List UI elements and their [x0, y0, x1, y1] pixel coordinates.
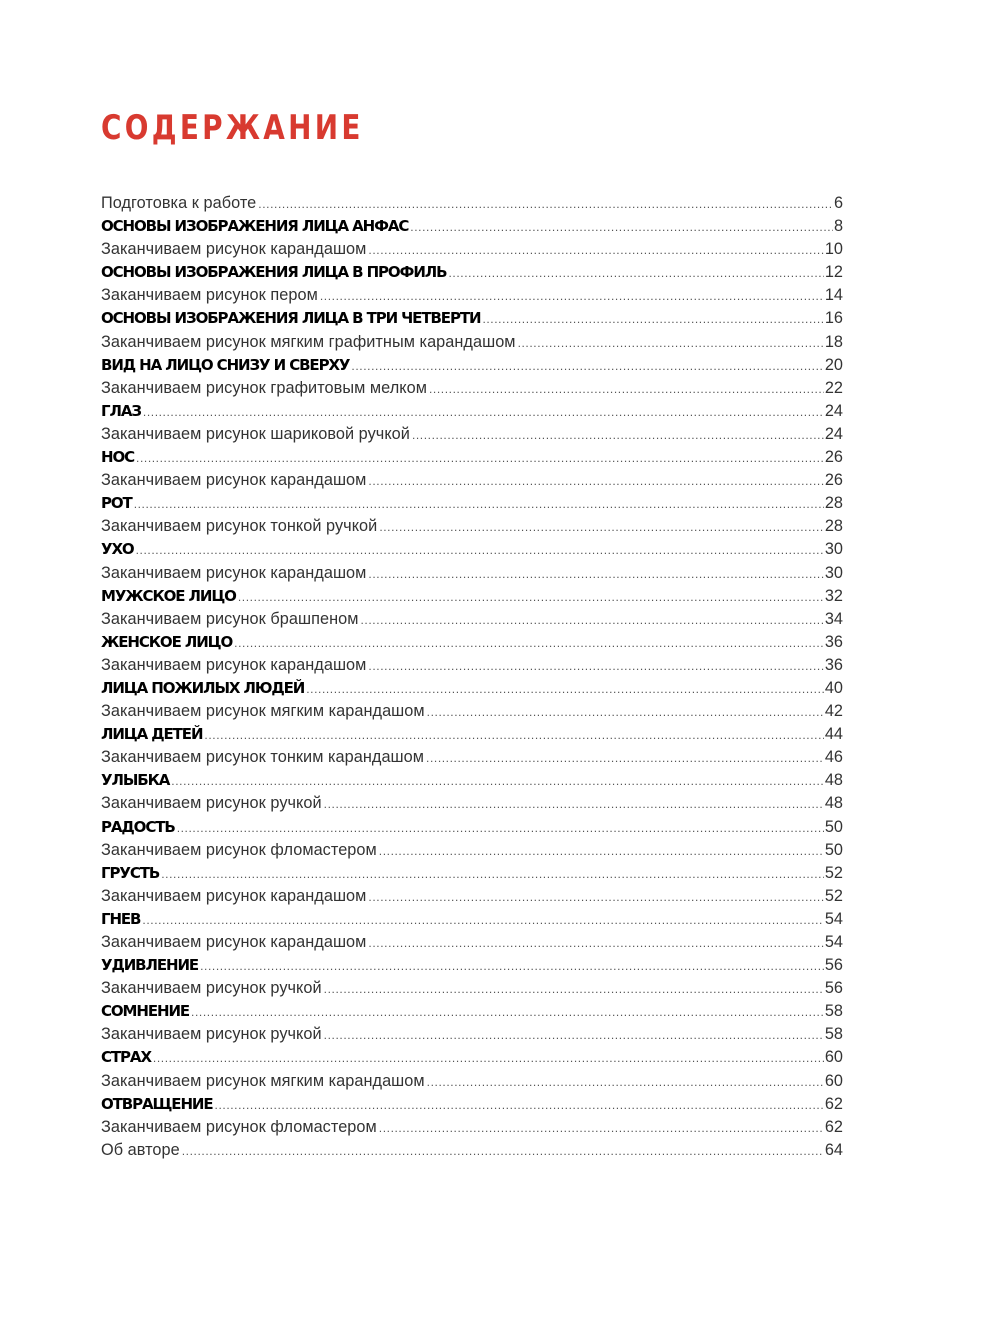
toc-dot-leader: [306, 678, 824, 700]
toc-entry[interactable]: [101, 977, 843, 1000]
toc-entry-label: УХО: [101, 540, 134, 559]
toc-entry-label: УЛЫБКА: [101, 771, 170, 790]
toc-page-number: 60: [824, 1071, 843, 1090]
toc-entry[interactable]: [101, 700, 843, 723]
toc-dot-leader: [204, 724, 823, 746]
toc-dot-leader: [427, 701, 824, 723]
toc-entry-label: Заканчиваем рисунок мягким карандашом: [101, 1071, 425, 1090]
toc-entry-label: Заканчиваем рисунок шариковой ручкой: [101, 424, 410, 443]
toc-dot-leader: [351, 355, 823, 377]
toc-page-number: 6: [833, 194, 843, 212]
toc-dot-leader: [238, 586, 824, 608]
toc-dot-leader: [136, 539, 824, 561]
toc-dot-leader: [360, 609, 823, 631]
toc-dot-leader: [191, 1001, 824, 1023]
toc-entry-label: Заканчиваем рисунок пером: [101, 286, 318, 305]
toc-page-number: 10: [824, 240, 843, 259]
toc-dot-leader: [258, 193, 833, 215]
toc-dot-leader: [426, 747, 824, 769]
toc-dot-leader: [448, 262, 823, 284]
toc-entry[interactable]: [101, 307, 843, 330]
toc-entry-label: Заканчиваем рисунок карандашом: [101, 240, 367, 259]
toc-dot-leader: [177, 817, 824, 839]
toc-entry[interactable]: [101, 492, 843, 515]
toc-entry-label: Заканчиваем рисунок графитовым мелком: [101, 378, 427, 397]
toc-entry[interactable]: [101, 469, 843, 492]
toc-entry[interactable]: [101, 677, 843, 700]
toc-entry[interactable]: [101, 515, 843, 538]
toc-entry[interactable]: [101, 816, 843, 839]
toc-entry[interactable]: [101, 862, 843, 885]
toc-page-number: 8: [833, 217, 843, 236]
toc-entry-label: ОСНОВЫ ИЗОБРАЖЕНИЯ ЛИЦА В ТРИ ЧЕТВЕРТИ: [101, 309, 481, 328]
toc-entry-label: НОС: [101, 448, 135, 467]
toc-dot-leader: [379, 516, 824, 538]
toc-page-number: 42: [824, 702, 843, 721]
toc-page-number: 18: [824, 332, 843, 351]
toc-dot-leader: [368, 886, 823, 908]
toc-entry-label: ЛИЦА ПОЖИЛЫХ ЛЮДЕЙ: [101, 678, 305, 697]
toc-entry[interactable]: [101, 1023, 843, 1046]
toc-entry[interactable]: [101, 400, 843, 423]
toc-page-number: 40: [824, 678, 843, 697]
toc-entry-label: ГНЕВ: [101, 909, 141, 928]
toc-entry[interactable]: [101, 608, 843, 631]
toc-entry-label: Заканчиваем рисунок тонкой ручкой: [101, 517, 378, 536]
toc-dot-leader: [324, 793, 824, 815]
toc-entry-label: ВИД НА ЛИЦО СНИЗУ И СВЕРХУ: [101, 355, 350, 374]
toc-page-number: 16: [824, 309, 843, 328]
toc-dot-leader: [368, 239, 823, 261]
toc-entry-label: СОМНЕНИЕ: [101, 1002, 190, 1021]
toc-entry-label: Заканчиваем рисунок ручкой: [101, 794, 322, 813]
toc-entry-label: ОСНОВЫ ИЗОБРАЖЕНИЯ ЛИЦА В ПРОФИЛЬ: [101, 263, 447, 282]
toc-entry-label: СТРАХ: [101, 1048, 151, 1067]
toc-entry-label: Заканчиваем рисунок ручкой: [101, 979, 322, 998]
toc-entry-label: Заканчиваем рисунок брашпеном: [101, 609, 359, 628]
toc-dot-leader: [482, 308, 823, 330]
toc-page-number: 26: [824, 448, 843, 467]
toc-entry[interactable]: [101, 238, 843, 261]
toc-dot-leader: [200, 955, 824, 977]
toc-dot-leader: [153, 1047, 824, 1069]
toc-entry[interactable]: [101, 1093, 843, 1116]
toc-entry-label: Заканчиваем рисунок фломастером: [101, 840, 377, 859]
toc-entry-label: Заканчиваем рисунок мягким графитным карандашом: [101, 332, 516, 351]
toc-page-number: 28: [824, 494, 843, 513]
toc-dot-leader: [429, 378, 824, 400]
toc-page-number: 50: [824, 840, 843, 859]
toc-entry[interactable]: [101, 839, 843, 862]
toc-entry-label: РОТ: [101, 494, 132, 513]
toc-entry[interactable]: [101, 792, 843, 815]
toc-entry-label: ГЛАЗ: [101, 401, 141, 420]
toc-entry-label: ГРУСТЬ: [101, 863, 160, 882]
toc-page-number: 24: [824, 424, 843, 443]
toc-page-number: 46: [824, 748, 843, 767]
toc-entry[interactable]: [101, 446, 843, 469]
toc-entry-label: Заканчиваем рисунок карандашом: [101, 886, 367, 905]
toc-page-number: 36: [824, 655, 843, 674]
toc-dot-leader: [427, 1071, 824, 1093]
toc-entry[interactable]: [101, 192, 843, 215]
toc-dot-leader: [182, 1140, 824, 1162]
toc-page-number: 30: [824, 540, 843, 559]
toc-dot-leader: [518, 332, 824, 354]
toc-page-number: 52: [824, 886, 843, 905]
toc-entry[interactable]: [101, 723, 843, 746]
toc-dot-leader: [368, 655, 823, 677]
toc-entry[interactable]: [101, 1116, 843, 1139]
toc-dot-leader: [171, 770, 824, 792]
toc-page-number: 44: [824, 725, 843, 744]
toc-page-number: 28: [824, 517, 843, 536]
toc-dot-leader: [368, 563, 823, 585]
toc-page-number: 24: [824, 401, 843, 420]
toc-page-number: 20: [824, 355, 843, 374]
toc-page-number: 54: [824, 909, 843, 928]
toc-entry-label: Заканчиваем рисунок ручкой: [101, 1025, 322, 1044]
toc-page-number: 36: [824, 632, 843, 651]
toc-entry-label: Заканчиваем рисунок фломастером: [101, 1117, 377, 1136]
toc-entry[interactable]: [101, 1139, 843, 1162]
toc-page-number: 58: [824, 1025, 843, 1044]
toc-entry-label: ЛИЦА ДЕТЕЙ: [101, 725, 203, 744]
toc-entry-label: ОСНОВЫ ИЗОБРАЖЕНИЯ ЛИЦА АНФАС: [101, 217, 409, 236]
toc-entry[interactable]: [101, 354, 843, 377]
toc-page-number: 48: [824, 794, 843, 813]
toc-entry-label: Заканчиваем рисунок карандашом: [101, 471, 367, 490]
toc-dot-leader: [136, 447, 824, 469]
toc-page-number: 58: [824, 1002, 843, 1021]
toc-entry-label: ЖЕНСКОЕ ЛИЦО: [101, 632, 233, 651]
toc-entry[interactable]: [101, 769, 843, 792]
toc-entry[interactable]: [101, 931, 843, 954]
toc-entry-label: Заканчиваем рисунок карандашом: [101, 563, 367, 582]
toc-page-number: 48: [824, 771, 843, 790]
toc-dot-leader: [215, 1094, 824, 1116]
toc-dot-leader: [379, 1117, 824, 1139]
toc-entry-label: РАДОСТЬ: [101, 817, 175, 836]
toc-dot-leader: [320, 285, 824, 307]
toc-page-number: 56: [824, 956, 843, 975]
toc-dot-leader: [234, 632, 824, 654]
toc-entry[interactable]: [101, 423, 843, 446]
toc-dot-leader: [143, 401, 824, 423]
toc-page-number: 64: [824, 1140, 843, 1159]
toc-dot-leader: [410, 216, 833, 238]
toc-page-number: 62: [824, 1094, 843, 1113]
toc-page-number: 14: [824, 286, 843, 305]
toc-entry-label: Заканчиваем рисунок карандашом: [101, 933, 367, 951]
toc-entry-label: Об авторе: [101, 1140, 180, 1159]
table-of-contents: [101, 192, 843, 1162]
toc-entry[interactable]: [101, 631, 843, 654]
toc-entry-label: УДИВЛЕНИЕ: [101, 956, 199, 975]
toc-entry[interactable]: [101, 1070, 843, 1093]
toc-entry[interactable]: [101, 331, 843, 354]
toc-dot-leader: [368, 470, 823, 492]
toc-entry[interactable]: [101, 215, 843, 238]
toc-page-number: 22: [824, 378, 843, 397]
toc-entry-label: Подготовка к работе: [101, 194, 257, 212]
toc-dot-leader: [379, 840, 824, 862]
toc-entry[interactable]: [101, 908, 843, 931]
toc-page-number: 52: [824, 863, 843, 882]
toc-dot-leader: [161, 863, 824, 885]
toc-entry[interactable]: [101, 954, 843, 977]
toc-page-number: 32: [824, 586, 843, 605]
toc-dot-leader: [368, 932, 823, 954]
toc-entry-label: МУЖСКОЕ ЛИЦО: [101, 586, 236, 605]
toc-dot-leader: [324, 1024, 824, 1046]
toc-page-number: 62: [824, 1117, 843, 1136]
toc-entry[interactable]: [101, 654, 843, 677]
toc-entry[interactable]: [101, 746, 843, 769]
toc-page-number: 56: [824, 979, 843, 998]
toc-entry[interactable]: [101, 1000, 843, 1023]
toc-entry-label: ОТВРАЩЕНИЕ: [101, 1094, 213, 1113]
toc-dot-leader: [412, 424, 824, 446]
toc-dot-leader: [324, 978, 824, 1000]
toc-entry[interactable]: [101, 885, 843, 908]
toc-page-number: 26: [824, 471, 843, 490]
toc-entry[interactable]: [101, 585, 843, 608]
toc-page-number: 54: [824, 933, 843, 951]
toc-entry-label: Заканчиваем рисунок карандашом: [101, 655, 367, 674]
toc-dot-leader: [142, 909, 823, 931]
toc-dot-leader: [134, 493, 824, 515]
toc-entry-label: Заканчиваем рисунок тонким карандашом: [101, 748, 425, 767]
toc-entry[interactable]: [101, 562, 843, 585]
toc-entry[interactable]: [101, 261, 843, 284]
toc-page-number: 12: [824, 263, 843, 282]
toc-entry[interactable]: [101, 1046, 843, 1069]
toc-entry[interactable]: [101, 377, 843, 400]
toc-page-number: 50: [824, 817, 843, 836]
toc-entry[interactable]: [101, 284, 843, 307]
toc-entry[interactable]: [101, 538, 843, 561]
page-title: СОДЕРЖАНИЕ: [101, 108, 364, 148]
toc-page-number: 60: [824, 1048, 843, 1067]
toc-entry-label: Заканчиваем рисунок мягким карандашом: [101, 702, 425, 721]
toc-page-number: 30: [824, 563, 843, 582]
toc-page-number: 34: [824, 609, 843, 628]
